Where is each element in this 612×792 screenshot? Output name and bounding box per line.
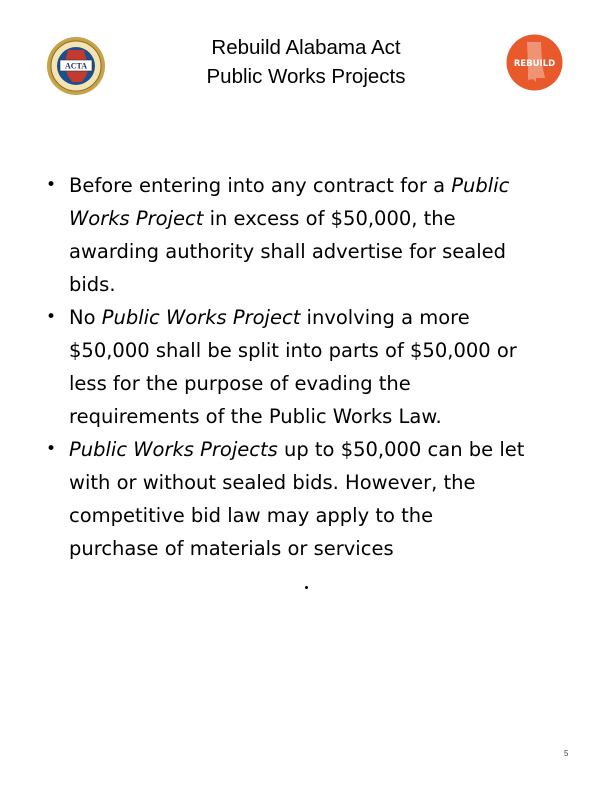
bullet-glyph: • bbox=[46, 175, 57, 195]
rebuild-logo bbox=[506, 34, 563, 91]
text-segment: involving a more bbox=[300, 306, 470, 329]
bullet-line bbox=[69, 235, 571, 268]
bullet-item bbox=[46, 169, 571, 301]
text-segment: competitive bid law may apply to the bbox=[69, 504, 434, 527]
text-segment: Before entering into any contract for a bbox=[69, 174, 452, 197]
bullet-glyph: • bbox=[46, 439, 57, 459]
title-line-2: Public Works Projects bbox=[206, 65, 406, 88]
text-segment: No bbox=[69, 306, 102, 329]
bullet-item bbox=[46, 301, 571, 433]
italic-text: Public Works Projects bbox=[69, 438, 278, 461]
italic-text: Public Works Project bbox=[101, 306, 301, 329]
bullet-line bbox=[69, 400, 571, 433]
bullet-list bbox=[46, 169, 571, 565]
bullet-line bbox=[69, 301, 571, 334]
text-segment: less for the purpose of evading the bbox=[69, 372, 411, 395]
bullet-line bbox=[69, 433, 571, 466]
italic-text: Public bbox=[451, 174, 510, 197]
text-segment: $50,000 shall be split into parts of $50,000 or bbox=[69, 339, 517, 362]
bullet-line bbox=[69, 532, 571, 565]
bullet-item bbox=[46, 433, 571, 565]
stray-dot bbox=[305, 586, 308, 589]
text-segment: up to $50,000 can be let bbox=[277, 438, 525, 461]
left-logo-text: ACTA bbox=[64, 61, 88, 71]
text-segment: awarding authority shall advertise for sealed bbox=[69, 240, 507, 263]
bullet-line bbox=[69, 169, 571, 202]
title-line-1: Rebuild Alabama Act bbox=[211, 36, 401, 59]
page-title bbox=[150, 33, 462, 91]
page-number: 5 bbox=[564, 749, 569, 758]
bullet-line bbox=[69, 466, 571, 499]
text-segment: in excess of $50,000, the bbox=[203, 207, 456, 230]
bullet-glyph: • bbox=[46, 307, 57, 327]
bullet-line bbox=[69, 499, 571, 532]
text-segment: requirements of the Public Works Law. bbox=[69, 405, 442, 428]
text-segment: with or without sealed bids. However, the bbox=[69, 471, 476, 494]
bullet-line bbox=[69, 268, 571, 301]
text-segment: bids. bbox=[69, 273, 116, 296]
acta-seal-logo bbox=[46, 36, 106, 96]
italic-text: Works Project bbox=[69, 207, 204, 230]
text-segment: purchase of materials or services bbox=[69, 537, 394, 560]
right-logo-text: REBUILD bbox=[513, 59, 556, 69]
bullet-line bbox=[69, 367, 571, 400]
bullet-line bbox=[69, 334, 571, 367]
bullet-line bbox=[69, 202, 571, 235]
